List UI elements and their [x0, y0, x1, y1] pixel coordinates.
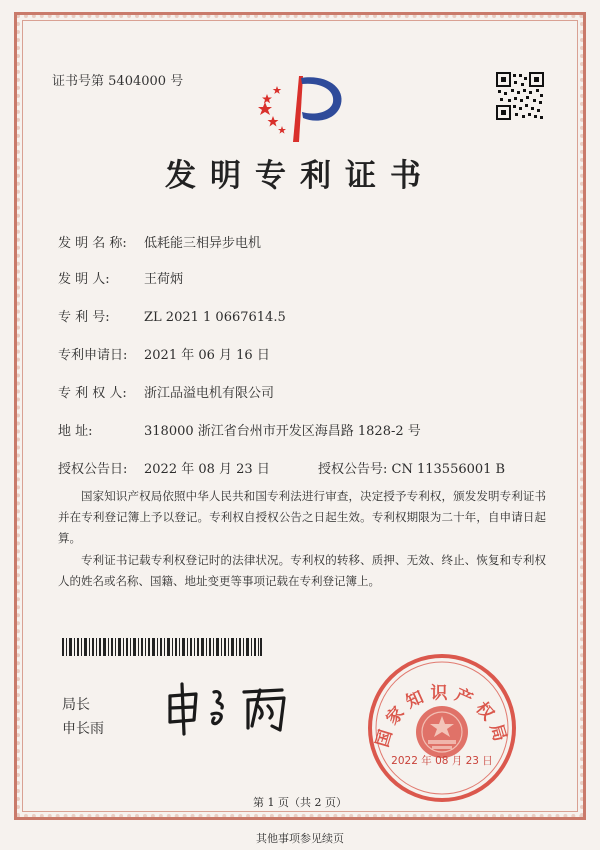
page-number: 第 1 页（共 2 页） — [253, 796, 347, 809]
qr-code — [496, 72, 544, 120]
seal-text: 国家知识产权局 — [372, 683, 512, 750]
cnipa-logo — [255, 72, 347, 144]
field-inventor — [58, 268, 183, 287]
field-grant-date — [58, 458, 270, 477]
patentee-value: 浙江品溢电机有限公司 — [144, 386, 275, 401]
cert-no-value: 5404000 — [108, 74, 167, 89]
cert-no-label: 证书号第 — [52, 74, 105, 89]
address-label: 地 址: — [58, 424, 93, 439]
director-name: 申长雨 — [62, 721, 104, 737]
inventor-value: 王荷炳 — [144, 272, 184, 287]
invention-name-label: 发 明 名 称: — [58, 236, 127, 251]
legal-paragraph-1: 国家知识产权局依照中华人民共和国专利法进行审查，决定授予专利权，颁发发明专利证书并在专利登记簿上予以登记。专利权自授权公告之日起生效。专利权期限为二十年，自申请日起算。 — [58, 489, 546, 545]
footer-note: 其他事项参见续页 — [256, 832, 344, 845]
barcode — [62, 638, 262, 656]
invention-name-value: 低耗能三相异步电机 — [144, 236, 262, 251]
field-grant-number — [318, 458, 505, 477]
patent-no-label: 专 利 号: — [58, 310, 110, 325]
patentee-label: 专 利 权 人: — [58, 386, 127, 401]
official-seal — [366, 652, 518, 804]
grant-date-label: 授权公告日: — [58, 462, 128, 477]
cert-no-suffix: 号 — [170, 74, 184, 89]
director-signature — [160, 678, 310, 736]
field-patent-number — [58, 306, 286, 325]
certificate-number — [52, 70, 183, 89]
certificate-title: 发明专利证书 — [165, 158, 435, 194]
grant-no-value: CN 113556001 B — [391, 462, 506, 477]
legal-paragraph-2: 专利证书记载专利权登记时的法律状况。专利权的转移、质押、无效、终止、恢复和专利权人的姓名或名称、国籍、地址变更等事项记载在专利登记簿上。 — [58, 553, 546, 588]
grant-date-value: 2022 年 08 月 23 日 — [144, 462, 270, 477]
seal-date: 2022 年 08 月 23 日 — [391, 755, 493, 767]
field-patentee — [58, 382, 274, 401]
address-value: 318000 浙江省台州市开发区海昌路 1828-2 号 — [144, 424, 421, 439]
field-filing-date — [58, 344, 270, 363]
field-invention-name — [58, 232, 261, 251]
patent-no-value: ZL 2021 1 0667614.5 — [144, 310, 286, 325]
filing-date-value: 2021 年 06 月 16 日 — [144, 348, 270, 363]
director-title: 局长 — [62, 697, 90, 713]
field-address — [58, 420, 421, 439]
filing-date-label: 专利申请日: — [58, 348, 128, 363]
inventor-label: 发 明 人: — [58, 272, 110, 287]
grant-no-label: 授权公告号: — [318, 462, 388, 477]
